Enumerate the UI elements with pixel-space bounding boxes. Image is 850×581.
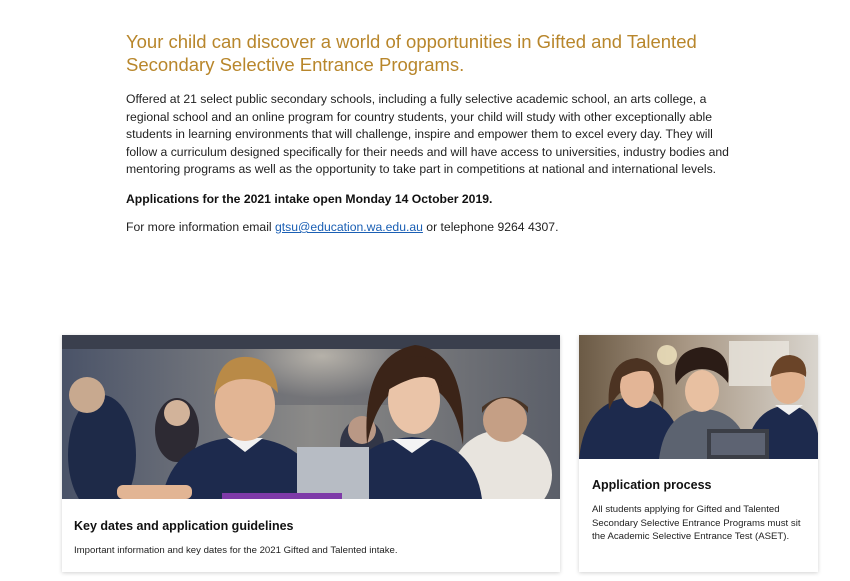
contact-suffix: . [555, 219, 559, 234]
contact-prefix: For more information email [126, 219, 276, 234]
card-key-dates[interactable] [62, 335, 560, 572]
contact-email-link[interactable]: gtsu@education.wa.edu.au [275, 219, 423, 234]
card-description-key-dates: Important information and key dates for the 2021 Gifted and Talented intake. [74, 545, 398, 556]
applications-notice: Applications for the 2021 intake open Monday 14 October 2019. [126, 191, 493, 206]
card-application-process[interactable] [579, 335, 818, 572]
card-title-application-process[interactable]: Application process [592, 478, 712, 492]
classroom-photo-illustration [579, 335, 818, 459]
students-photo-illustration [62, 335, 560, 499]
intro-paragraph: Offered at 21 select public secondary schools, including a fully selective academic school, an arts college, a regional school and an online program for country students, your child will study with other exceptionally able students in learning environments that will challenge, inspire and empower them to excel every day. They will follow a curriculum designed specifically for their needs and will have access to universities, industry bodies and mentoring programs as well as the opportunity to take part in competitions at national and international levels. [126, 92, 729, 177]
students-laptop-photo [62, 335, 560, 499]
contact-middle: or telephone [422, 219, 498, 234]
card-title-key-dates[interactable]: Key dates and application guidelines [74, 519, 294, 533]
card-description-application-process: All students applying for Gifted and Talented Secondary Selective Entrance Programs must sit the Academic Selective Entrance Test (ASET). [592, 504, 801, 543]
intro-section [126, 30, 746, 236]
page-headline: Your child can discover a world of opportunities in Gifted and Talented Secondary Selective Entrance Programs. [126, 31, 697, 75]
contact-phone: 9264 4307 [497, 219, 556, 234]
contact-line [126, 219, 746, 236]
classroom-teacher-photo [579, 335, 818, 459]
